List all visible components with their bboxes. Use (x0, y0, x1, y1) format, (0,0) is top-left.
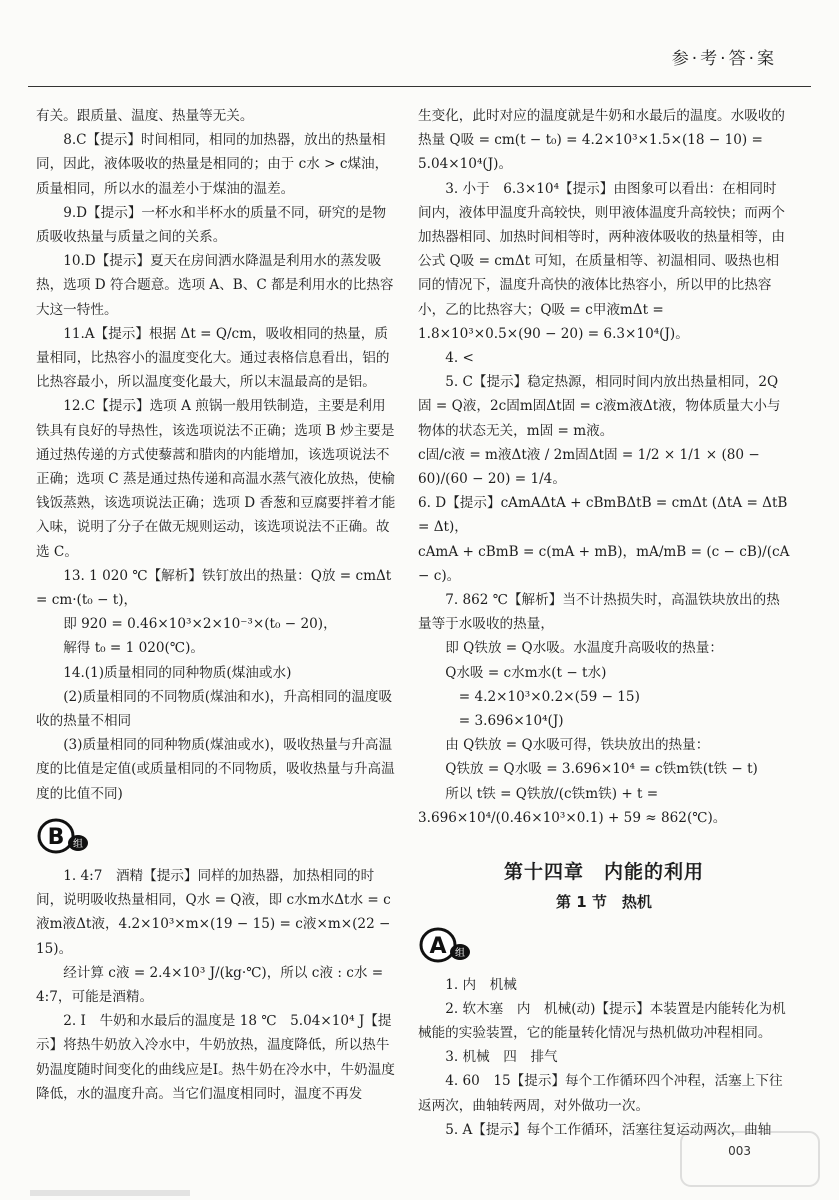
group-a-icon (418, 926, 476, 964)
group-b-letter: B (47, 824, 65, 850)
group-b-label: 组 (73, 838, 83, 850)
answer-paragraph: 1. 内 机械 (445, 976, 517, 993)
header-rule (28, 86, 811, 87)
right-a-answers-list (418, 973, 790, 1142)
left-column (36, 104, 396, 1106)
running-header: 参·考·答·案 (671, 49, 777, 69)
bottom-scan-mark (30, 1190, 190, 1196)
answer-paragraph: 9.D【提示】一杯水和半杯水的质量不同，研究的是物质吸收热量与质量之间的关系。 (36, 204, 387, 246)
answer-paragraph: Q水吸 = c水m水(t − t水) (445, 664, 607, 681)
group-a-letter: A (429, 933, 447, 959)
answer-paragraph: 3. 机械 四 排气 (445, 1049, 558, 1066)
answer-paragraph: 7. 862 ℃【解析】当不计热损失时，高温铁块放出的热量等于水吸收的热量， (418, 592, 780, 633)
answer-paragraph: 有关。跟质量、温度、热量等无关。 (36, 108, 254, 124)
answer-paragraph: 即 920 = 0.46×10³×2×10⁻³×(t₀ − 20)， (63, 616, 337, 633)
answer-paragraph: (2)质量相同的不同物质(煤油和水)，升高相同的温度吸收的热量不相同 (36, 688, 393, 730)
chapter-title: 第十四章 内能的利用 (503, 861, 704, 884)
answer-paragraph: Q铁放 = Q水吸 = 3.696×10⁴ = c铁m铁(t铁 − t) (445, 761, 758, 778)
answer-paragraph: 经计算 c液 = 2.4×10³ J/(kg·℃)，所以 c液 : c水 = 4:7，可能是酒精。 (36, 964, 388, 1005)
answer-paragraph: 即 Q铁放 = Q水吸。水温度升高吸收的热量： (445, 640, 723, 657)
answer-paragraph: 5. C【提示】稳定热源，相同时间内放出热量相同，2Q固 = Q液，2c固m固Δt固 = c液m液Δt液，物体质量大小与物体的状态无关，m固 = m液。 (418, 374, 781, 439)
answer-paragraph: 1. 4:7 酒精【提示】同样的加热器，加热相同的时间，说明吸收热量相同，Q水 = Q液，即 c水m水Δt水 = c液m液Δt液，4.2×10³×m×(19 − 15) = c液×m×(22 − 15)。 (36, 867, 395, 957)
answer-paragraph: 生变化，此时对应的温度就是牛奶和水最后的温度。水吸收的热量 Q吸 = cm(t − t₀) = 4.2×10³×1.5×(18 − 10) = 5.04×10⁴(J)。 (418, 108, 786, 173)
left-answers-list (36, 104, 396, 806)
answer-paragraph: 3. 小于 6.3×10⁴【提示】由图象可以看出：在相同时间内，液体甲温度升高较快，则甲液体温度升高较快；而两个加热器相同、加热时间相等时，两种液体吸收的热量相等，由公式 Q吸 = cmΔt 可知，在质量相等、初温相同、吸热也相同的情况下，温度升高快的液体比热容小，所以甲的比热容小，乙的比热容大；Q吸 = c甲液mΔt = 1.8×10³×0.5×(90 − 20) = 6.3×10⁴(J)。 (418, 180, 786, 342)
section-title: 第 1 节 热机 (556, 893, 652, 912)
watermark-icon (675, 1124, 825, 1194)
page-number: 003 (728, 1144, 751, 1158)
answer-paragraph: 10.D【提示】夏天在房间洒水降温是利用水的蒸发吸热，选项 D 符合题意。选项 A、B、C 都是利用水的比热容大这一特性。 (36, 253, 394, 318)
answer-paragraph: 由 Q铁放 = Q水吸可得，铁块放出的热量： (445, 737, 710, 754)
answer-paragraph: 12.C【提示】选项 A 煎锅一般用铁制造，主要是利用铁具有良好的导热性，该选项说法不正确；选项 B 炒主要是通过热传递的方式使藜蒿和腊肉的内能增加，该选项说法不正确；选项 C 蒸是通过热传递和高温水蒸气液化放热，使榆钱饭蒸熟，该选项说法正确；选项 D 香葱和豆腐要拌着才能入味，说明了分子在做无规则运动，该选项说法不正确。故选 C。 (36, 398, 396, 560)
answer-paragraph: 11.A【提示】根据 Δt = Q/cm，吸收相同的热量，质量相同，比热容小的温度变化大。通过表格信息看出，铝的比热容最小，所以温度变化最大，所以末温最高的是铝。 (36, 325, 390, 391)
right-answers-list (418, 104, 794, 830)
left-b-answers-list (36, 864, 396, 1106)
group-a-label: 组 (455, 947, 465, 959)
right-column (418, 104, 794, 1142)
answer-paragraph: (3)质量相同的同种物质(煤油或水)，吸收热量与升高温度的比值是定值(或质量相同的不同物质，吸收热量与升高温度的比值不同) (36, 737, 395, 802)
group-b-icon (36, 817, 94, 855)
answer-paragraph: c固/c液 = m液Δt液 / 2m固Δt固 = 1/2 × 1/1 × (80 − 60)/(60 − 20) = 1/4。 (418, 446, 765, 488)
answer-paragraph: 8.C【提示】时间相同，相同的加热器，放出的热量相同，因此，液体吸收的热量是相同的；由于 c水 > c煤油，质量相同，所以水的温差小于煤油的温差。 (36, 132, 389, 197)
answer-paragraph: 4. < (445, 350, 474, 367)
group-a-badge (418, 925, 790, 965)
answer-paragraph: 所以 t铁 = Q铁放/(c铁m铁) + t = 3.696×10⁴/(0.46×10³×0.1) + 59 ≈ 862(℃)。 (418, 785, 727, 826)
answer-paragraph: 2. Ⅰ 牛奶和水最后的温度是 18 ℃ 5.04×10⁴ J【提示】将热牛奶放入冷水中，牛奶放热，温度降低，所以热牛奶温度随时间变化的曲线应是Ⅰ。热牛奶在冷水中，牛奶温度降低，水的温度升高。当它们温度相同时，温度不再发 (36, 1013, 395, 1102)
answer-paragraph: 6. D【提示】cAmAΔtA + cBmBΔtB = cmΔt (ΔtA = ΔtB = Δt)， (418, 495, 792, 536)
answer-paragraph: 2. 软木塞 内 机械(动)【提示】本装置是内能转化为机械能的实验装置，它的能量转化情况与热机做功冲程相同。 (418, 1000, 786, 1041)
watermark-logo (675, 1124, 825, 1194)
answer-paragraph: 13. 1 020 ℃【解析】铁钉放出的热量：Q放 = cmΔt = cm·(t₀ − t)， (36, 567, 396, 609)
answer-paragraph: cAmA + cBmB = c(mA + mB)，mA/mB = (c − cB)/(cA − c)。 (418, 543, 794, 584)
answer-paragraph: = 3.696×10⁴(J) (445, 713, 564, 730)
answer-paragraph: = 4.2×10³×0.2×(59 − 15) (445, 688, 640, 705)
answer-paragraph: 5. A【提示】每个工作循环，活塞往复运动两次，曲轴 (445, 1121, 772, 1138)
answer-paragraph: 解得 t₀ = 1 020(℃)。 (63, 640, 204, 657)
group-b-badge (36, 816, 396, 856)
answer-paragraph: 14.(1)质量相同的同种物质(煤油或水) (63, 664, 292, 681)
answer-paragraph: 4. 60 15【提示】每个工作循环四个冲程，活塞上下往返两次，曲轴转两周，对外做功一次。 (418, 1073, 783, 1114)
